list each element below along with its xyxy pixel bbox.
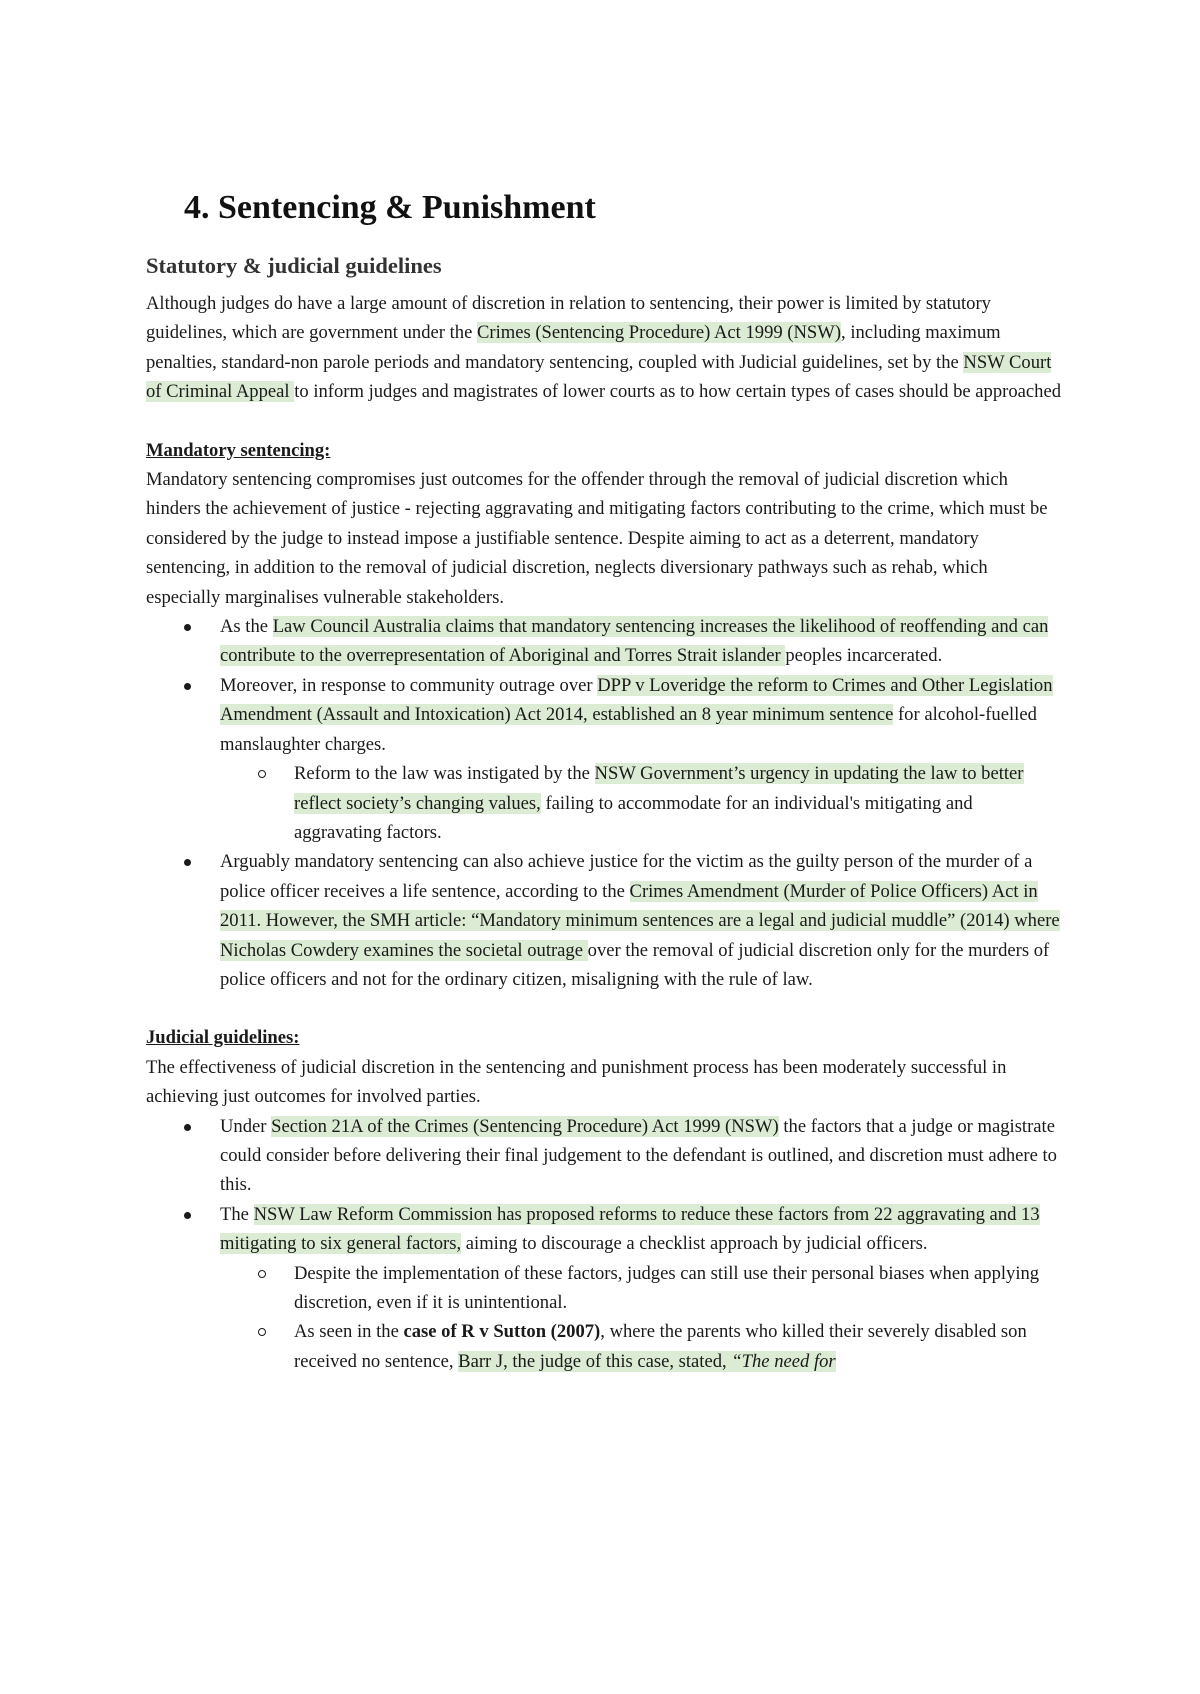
- intro-text-3: to inform judges and magistrates of lower courts as to how certain types of cases should be approached: [294, 381, 1061, 403]
- bullet-text: peoples incarcerated.: [785, 645, 943, 667]
- document-body: [146, 185, 1061, 1376]
- judicial-guidelines-heading: Judicial guidelines:: [146, 1027, 300, 1049]
- highlight-text: Barr J, the judge of this case, stated,: [458, 1350, 732, 1372]
- bullet-text: failing to accommodate for an individual's mitigating and aggravating factors.: [294, 792, 973, 843]
- list-item: [220, 1112, 1061, 1200]
- intro-paragraph: [146, 289, 1061, 407]
- intro-highlight-act: Crimes (Sentencing Procedure) Act 1999 (NSW): [476, 322, 842, 344]
- intro-highlight-court: NSW Court of Criminal Appeal: [146, 351, 1052, 403]
- list-item: [220, 612, 1061, 671]
- quote-text: “The need for: [731, 1350, 836, 1372]
- bullet-text: for alcohol-fuelled manslaughter charges.: [220, 704, 1037, 755]
- bullet-highlight: DPP v Loveridge the reform to Crimes and Other Legislation Amendment (Assault and Intoxication) Act 2014, established an 8 year minimum sentence: [220, 674, 1053, 726]
- bullet-highlight: NSW Government’s urgency in updating the law to better reflect society’s changing values,: [294, 763, 1024, 814]
- judicial-sub-list: [220, 1259, 1061, 1377]
- list-item: [220, 1200, 1061, 1376]
- bullet-text: Reform to the law was instigated by the: [294, 763, 595, 785]
- bullet-highlight: Law Council Australia claims that mandatory sentencing increases the likelihood of reoffending and can contribute to the overrepresentation of Aboriginal and Torres Strait islander: [220, 616, 1049, 667]
- bullet-text: over the removal of judicial discretion only for the murders of police officers and not for the ordinary citizen, misaligning with the rule of law.: [220, 939, 1050, 990]
- sub-list-item: Despite the implementation of these factors, judges can still use their personal biases when applying discretion, even if it is unintentional.: [294, 1259, 1061, 1318]
- list-item: [220, 671, 1061, 847]
- bullet-text: Arguably mandatory sentencing can also achieve justice for the victim as the guilty person of the murder of a police officer receives a life sentence, according to the: [220, 851, 1033, 902]
- bullet-highlight: NSW Law Reform Commission has proposed reforms to reduce these factors from 22 aggravating and 13 mitigating to six general factors,: [220, 1203, 1040, 1255]
- bullet-text: aiming to discourage a checklist approach by judicial officers.: [461, 1233, 928, 1255]
- intro-text-1: Although judges do have a large amount of discretion in relation to sentencing, their power is limited by statutory guidelines, which are government under the: [146, 293, 991, 344]
- bullet-text: The: [220, 1203, 254, 1225]
- intro-text-2: , including maximum penalties, standard-non parole periods and mandatory sentencing, coupled with Judicial guidelines, set by the: [146, 322, 1001, 373]
- mandatory-paragraph: Mandatory sentencing compromises just outcomes for the offender through the removal of judicial discretion which hinders the achievement of justice - rejecting aggravating and mitigating factors contributing to the crime, which must be considered by the judge to instead impose a justifiable sentence. Despite aiming to act as a deterrent, mandatory sentencing, in addition to the removal of judicial discretion, neglects diversionary pathways such as rehab, which especially marginalises vulnerable stakeholders.: [146, 469, 1048, 608]
- bullet-text: the factors that a judge or magistrate could consider before delivering their final judgement to the defendant is outlined, and discretion must adhere to this.: [220, 1115, 1057, 1196]
- sub-list-item: [294, 1317, 1061, 1376]
- mandatory-sentencing-heading: Mandatory sentencing:: [146, 439, 331, 461]
- section-heading: Statutory & judicial guidelines: [146, 253, 442, 278]
- bullet-text: As seen in the: [294, 1321, 404, 1343]
- judicial-bullet-list: [146, 1112, 1061, 1377]
- case-citation: case of R v Sutton (2007): [403, 1321, 601, 1343]
- bullet-highlight: [458, 1351, 835, 1372]
- mandatory-bullet-list: [146, 612, 1061, 994]
- page-title: 4. Sentencing & Punishment: [184, 189, 596, 226]
- bullet-text: As the: [220, 616, 273, 638]
- bullet-text: , where the parents who killed their severely disabled son received no sentence,: [294, 1321, 1027, 1372]
- list-item: [220, 847, 1061, 994]
- mandatory-sub-list: [220, 759, 1061, 847]
- bullet-highlight: Crimes Amendment (Murder of Police Officers) Act in 2011. However, the SMH article: “Mandatory minimum sentences are a legal and judicial muddle” (2014) where Nicholas Cowdery examines the societal outrage: [220, 880, 1060, 961]
- sub-list-item: [294, 759, 1061, 847]
- bullet-text: Under: [220, 1115, 272, 1137]
- bullet-highlight: Section 21A of the Crimes (Sentencing Procedure) Act 1999 (NSW): [271, 1115, 779, 1137]
- judicial-paragraph: The effectiveness of judicial discretion in the sentencing and punishment process has been moderately successful in achieving just outcomes for involved parties.: [146, 1056, 1007, 1108]
- bullet-text: Moreover, in response to community outrage over: [220, 674, 598, 696]
